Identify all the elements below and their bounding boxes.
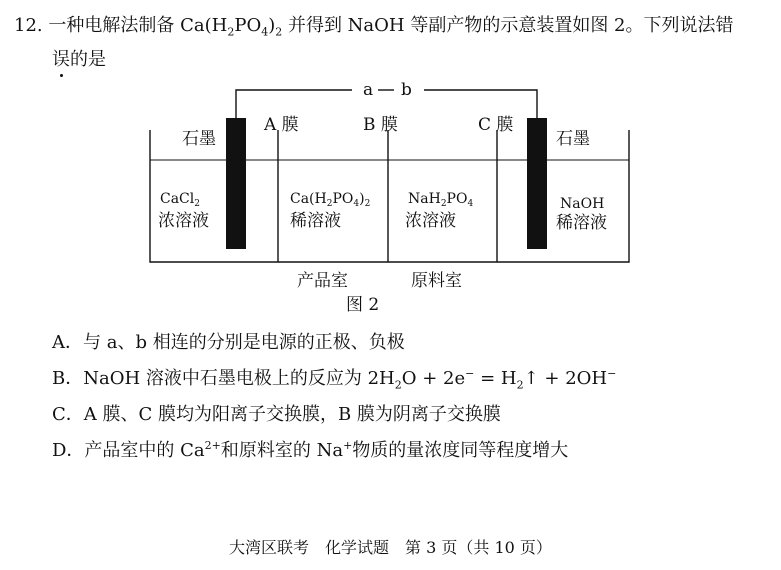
figure-caption: 图 2 xyxy=(346,295,380,315)
right-solution-desc: 稀溶液 xyxy=(556,213,607,233)
membrane-c-label: C 膜 xyxy=(478,115,514,135)
membrane-a-label: A 膜 xyxy=(264,115,299,135)
raw-solution-desc: 浓溶液 xyxy=(405,211,456,231)
graphite-electrode-right xyxy=(527,118,547,249)
raw-chamber-label: 原料室 xyxy=(411,271,462,291)
graphite-right-label: 石墨 xyxy=(556,129,590,149)
graphite-left-label: 石墨 xyxy=(182,129,216,149)
left-solution-formula: CaCl$_2$ xyxy=(160,191,200,209)
graphite-electrode-left xyxy=(226,118,246,249)
option-b: B．NaOH 溶液中石墨电极上的反应为 $2H_2O + 2e^-$ = $H_2↑ + 2OH^-$ xyxy=(52,367,617,392)
question-line-2: 误的是 xyxy=(52,49,106,70)
option-c: C．A 膜、C 膜均为阳离子交换膜，B 膜为阴离子交换膜 xyxy=(52,404,501,425)
electrolytic-tank xyxy=(150,130,629,262)
wire-right xyxy=(424,90,537,118)
option-a: A．与 a、b 相连的分别是电源的正极、负极 xyxy=(52,332,405,353)
emphasis-dotted-char: 误 xyxy=(52,49,70,70)
product-chamber-label: 产品室 xyxy=(297,271,348,291)
product-solution-formula: $Ca(H_2PO_4)_2$ xyxy=(290,191,371,209)
page-footer: 大湾区联考 化学试题 第 3 页（共 10 页） xyxy=(229,538,552,557)
question-number: 12. xyxy=(14,15,43,36)
option-d: D．产品室中的 $Ca^{2+}$和原料室的 Na+物质的量浓度同等程度增大 xyxy=(52,439,569,461)
terminal-b-label: b xyxy=(401,80,412,100)
raw-solution-formula: $NaH_2PO_4$ xyxy=(408,191,474,209)
terminal-a-label: a xyxy=(363,80,374,100)
product-solution-desc: 稀溶液 xyxy=(290,211,341,231)
wire-left xyxy=(236,90,352,118)
membrane-b-label: B 膜 xyxy=(363,115,398,135)
right-solution-formula: NaOH xyxy=(560,196,605,212)
question-line-1: 12. 一种电解法制备 $Ca(H_2PO_4)_2$ 并得到 NaOH 等副产物的示意装置如图 2。下列说法错 xyxy=(14,15,734,39)
left-solution-desc: 浓溶液 xyxy=(158,211,209,231)
